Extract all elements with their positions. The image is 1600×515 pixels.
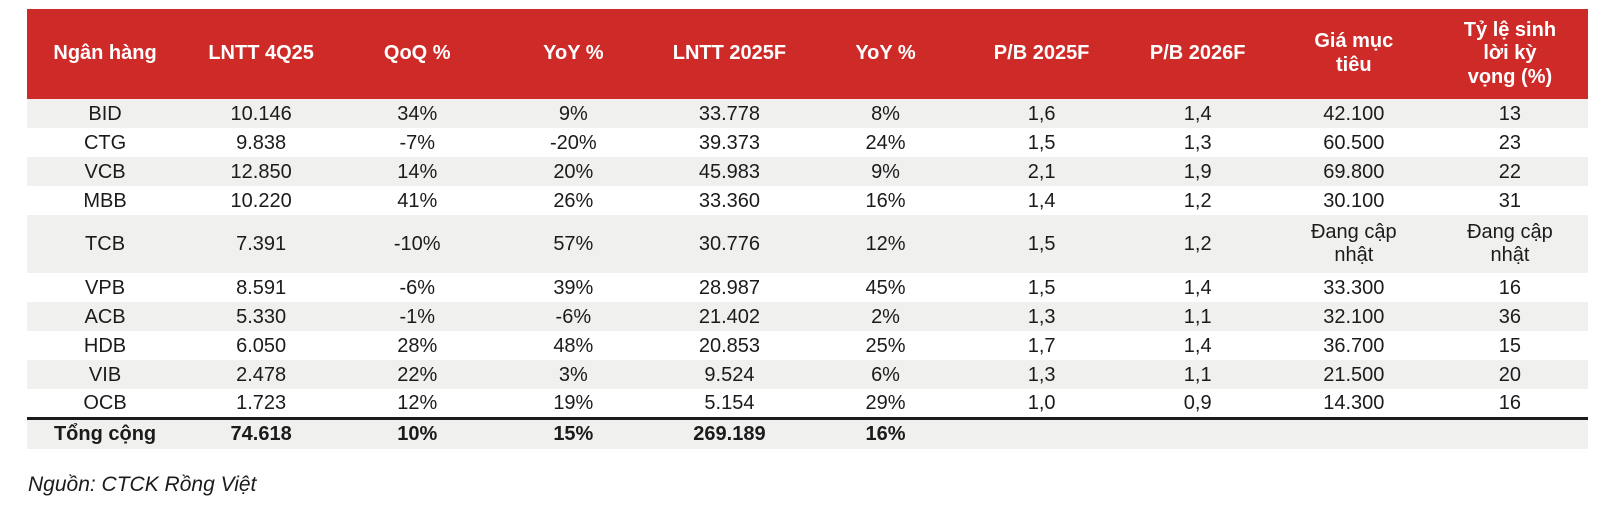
table-cell: 20% [495,157,651,186]
table-cell: 5.154 [704,391,755,414]
table-cell: BID [27,99,183,128]
table-cell: 3% [495,360,651,389]
table-cell [964,418,1120,449]
table-cell: 22 [1432,157,1588,186]
table-cell: 1,0 [1027,391,1056,414]
table-cell: 10.146 [183,99,339,128]
table-cell-text: Đang cập nhật [1467,221,1553,266]
table-cell: HDB [83,334,127,357]
table-cell: 1,1 [1120,302,1276,331]
table-cell [1276,215,1432,273]
table-row-acb [27,302,1588,331]
table-cell: 1,2 [1120,215,1276,273]
table-cell: 1,7 [1027,334,1056,357]
table-cell: 45.983 [651,157,807,186]
table-cell: 30.776 [651,215,807,273]
header-label: YoY % [543,42,604,65]
table-cell: 39% [553,276,594,299]
table-row-ctg [27,128,1588,157]
table-row-bid [27,99,1588,128]
header-label: QoQ % [383,42,451,65]
bank-forecast-table-wrap [27,9,1588,449]
header-yoy [495,9,651,99]
table-cell: 2,1 [964,157,1120,186]
total-label: Tổng cộng [27,418,183,449]
table-cell: 12% [807,215,963,273]
table-cell-text: Đang cập nhật [1310,221,1397,266]
table-row-mbb [27,186,1588,215]
table-cell: 33.360 [698,189,760,212]
table-cell: 1,4 [1120,99,1276,128]
table-cell: 1,3 [964,360,1120,389]
table-cell: 21.500 [1276,360,1432,389]
table-row-vcb [27,157,1588,186]
table-cell: 0,9 [1183,391,1212,414]
table-body [27,99,1588,418]
table-cell: 23 [1498,131,1522,154]
table-cell: 14.300 [1323,391,1385,414]
table-cell: 16 [1498,391,1522,414]
table-cell: -20% [549,131,597,154]
header-label: Tỷ lệ sinh lời kỳ vọng (%) [1463,18,1557,88]
header-label: Giá mục tiêu [1314,30,1394,76]
table-cell: 1,5 [964,215,1120,273]
table-cell: 10% [339,418,495,449]
table-cell: 1.723 [236,391,287,414]
table-cell: CTG [83,131,127,154]
table-cell: 1,1 [1120,360,1276,389]
table-cell: 16% [807,418,963,449]
table-cell: 15 [1498,334,1522,357]
header-pb-2025f [964,9,1120,99]
table-cell: -6% [399,276,436,299]
table-cell: 25% [865,334,906,357]
table-cell: 7.391 [183,215,339,273]
table-cell: 60.500 [1323,131,1385,154]
table-cell: 6.050 [236,334,287,357]
table-cell: 48% [553,334,594,357]
table-row-ocb [27,389,1588,418]
table-cell: 19% [553,391,594,414]
table-cell: 1,3 [964,302,1120,331]
table-cell: -1% [339,302,495,331]
table-cell: 33.300 [1323,276,1385,299]
table-cell [1432,215,1588,273]
table-cell: 1,2 [1183,189,1212,212]
header-label: LNTT 2025F [672,42,787,65]
table-row-vib [27,360,1588,389]
header-target-price [1276,9,1432,99]
table-cell: MBB [83,189,127,212]
table-cell: 69.800 [1276,157,1432,186]
table-cell: 12% [397,391,438,414]
header-label: P/B 2026F [1149,42,1246,65]
table-cell: 1,4 [1183,334,1212,357]
table-cell: 16% [865,189,906,212]
table-cell: 22% [339,360,495,389]
table-cell: 24% [865,131,906,154]
table-cell: -7% [399,131,436,154]
table-cell: 10.220 [230,189,292,212]
table-cell: 8% [807,99,963,128]
table-cell [1120,418,1276,449]
table-cell: 1,5 [1027,131,1056,154]
table-cell: 9.524 [651,360,807,389]
table-cell: 42.100 [1276,99,1432,128]
table-cell: 14% [339,157,495,186]
header-lntt-2025f [651,9,807,99]
table-cell: ACB [27,302,183,331]
table-cell: 9.838 [236,131,287,154]
table-cell: 32.100 [1276,302,1432,331]
table-cell: 29% [865,391,906,414]
table-cell: 36 [1432,302,1588,331]
table-cell: 57% [495,215,651,273]
table-cell: 20 [1432,360,1588,389]
bank-forecast-table [27,9,1588,449]
table-cell: 269.189 [651,418,807,449]
table-cell: 6% [807,360,963,389]
table-row-vpb [27,273,1588,302]
table-row-total [27,418,1588,449]
header-qoq [339,9,495,99]
table-cell: 20.853 [698,334,760,357]
table-cell: VCB [27,157,183,186]
table-cell: 5.330 [183,302,339,331]
table-cell: 9% [807,157,963,186]
table-row-hdb [27,331,1588,360]
table-cell: 1,9 [1120,157,1276,186]
table-cell: 21.402 [651,302,807,331]
table-cell: 12.850 [183,157,339,186]
header-pb-2026f [1120,9,1276,99]
table-cell: 31 [1498,189,1522,212]
header-label: YoY % [855,42,916,65]
header-lntt-4q25 [183,9,339,99]
table-cell: 34% [339,99,495,128]
header-label: P/B 2025F [993,42,1090,65]
table-cell: 9% [495,99,651,128]
header-row [27,9,1588,99]
table-cell: 15% [495,418,651,449]
table-cell: -6% [495,302,651,331]
table-cell: 74.618 [183,418,339,449]
table-cell: 36.700 [1323,334,1385,357]
table-cell: 39.373 [698,131,760,154]
table-cell: OCB [83,391,127,414]
table-cell: VIB [27,360,183,389]
table-cell: 28.987 [698,276,760,299]
header-yoy-2025f [807,9,963,99]
table-cell: VPB [85,276,126,299]
table-cell [1276,418,1432,449]
table-cell: 8.591 [236,276,287,299]
table-cell: -10% [339,215,495,273]
table-cell: TCB [27,215,183,273]
table-row-tcb [27,215,1588,273]
table-cell: 26% [553,189,594,212]
table-cell: 45% [865,276,906,299]
table-cell: 1,4 [1183,276,1212,299]
table-cell: 13 [1432,99,1588,128]
header-label: LNTT 4Q25 [208,42,314,65]
table-cell: 33.778 [651,99,807,128]
table-footer [27,418,1588,449]
table-cell: 1,3 [1183,131,1212,154]
source-note: Nguồn: CTCK Rồng Việt [28,473,257,496]
table-cell: 2.478 [183,360,339,389]
table-cell: 30.100 [1323,189,1385,212]
table-header [27,9,1588,99]
table-cell: 16 [1498,276,1522,299]
header-label: Ngân hàng [53,42,157,65]
table-cell: 1,6 [964,99,1120,128]
table-cell: 41% [397,189,438,212]
table-cell: 1,4 [1027,189,1056,212]
table-cell: 28% [397,334,438,357]
table-cell: 2% [807,302,963,331]
table-cell [1432,418,1588,449]
table-cell: 1,5 [1027,276,1056,299]
header-expected-return [1432,9,1588,99]
header-bank [27,9,183,99]
